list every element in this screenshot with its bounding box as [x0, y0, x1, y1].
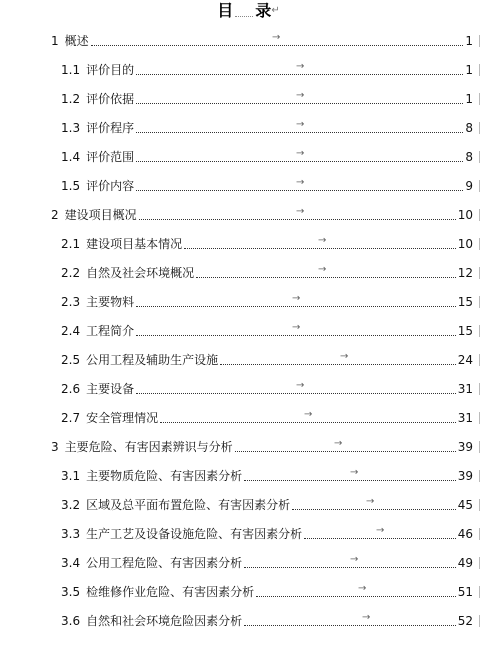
toc-entry[interactable] [0, 316, 497, 345]
margin-marker [479, 267, 480, 279]
toc-dot-leader [136, 392, 456, 394]
toc-entry[interactable] [0, 229, 497, 258]
toc-dot-leader [244, 624, 456, 626]
toc-entry-label: 主要物料 [86, 294, 135, 309]
toc-entry-page-number: 31 [457, 381, 473, 396]
toc-entry-label: 公用工程危险、有害因素分析 [86, 555, 243, 570]
toc-title [0, 0, 497, 24]
tab-mark-icon: → [296, 119, 305, 130]
toc-dot-leader [136, 160, 463, 162]
toc-entry-page-number: 46 [457, 526, 473, 541]
tab-mark-icon: → [296, 148, 305, 159]
toc-dot-leader [160, 421, 456, 423]
tab-mark-icon: → [376, 525, 385, 536]
margin-marker [479, 499, 480, 511]
toc-entry-page-number: 10 [457, 207, 473, 222]
margin-marker [479, 238, 480, 250]
tab-mark-icon: → [292, 293, 301, 304]
toc-dot-leader [304, 537, 456, 539]
tab-mark-icon: → [334, 438, 343, 449]
toc-entry[interactable] [0, 26, 497, 55]
toc-entry[interactable] [0, 490, 497, 519]
margin-marker [479, 412, 480, 424]
toc-entry-page-number: 8 [465, 149, 473, 164]
toc-entry-label: 主要危险、有害因素辨识与分析 [64, 439, 233, 454]
tab-mark-icon: → [340, 351, 349, 362]
toc-entry[interactable] [0, 287, 497, 316]
tab-mark-icon: → [318, 264, 327, 275]
margin-marker [479, 557, 480, 569]
margin-marker [479, 151, 480, 163]
tab-mark-icon: → [366, 496, 375, 507]
toc-entry-number: 1.3 [61, 120, 81, 135]
toc-entry-label: 评价内容 [86, 178, 135, 193]
toc-entry[interactable] [0, 113, 497, 142]
toc-entry-page-number: 15 [457, 294, 473, 309]
margin-marker [479, 93, 480, 105]
toc-entry-number: 2.4 [61, 323, 81, 338]
toc-entry-label: 生产工艺及设备设施危险、有害因素分析 [86, 526, 303, 541]
toc-entry-label: 公用工程及辅助生产设施 [86, 352, 219, 367]
toc-dot-leader [139, 218, 456, 220]
toc-dot-leader [292, 508, 456, 510]
toc-entry-label: 建设项目基本情况 [86, 236, 183, 251]
tab-mark-icon: → [272, 32, 281, 43]
toc-entry-page-number: 1 [465, 33, 473, 48]
toc-title-right: 录 [255, 1, 272, 20]
margin-marker [479, 209, 480, 221]
toc-entry-page-number: 39 [457, 439, 473, 454]
toc-entry-number: 3.3 [61, 526, 81, 541]
toc-entry-number: 1 [51, 33, 59, 48]
toc-entry-label: 工程简介 [86, 323, 135, 338]
toc-title-left: 目 [217, 1, 234, 20]
toc-entry[interactable] [0, 200, 497, 229]
toc-entry-number: 2.6 [61, 381, 81, 396]
tab-mark-icon: → [358, 583, 367, 594]
toc-entry[interactable] [0, 403, 497, 432]
toc-entry-page-number: 31 [457, 410, 473, 425]
toc-entry[interactable] [0, 548, 497, 577]
toc-entry-label: 评价范围 [86, 149, 135, 164]
toc-entry[interactable] [0, 577, 497, 606]
margin-marker [479, 325, 480, 337]
toc-dot-leader [220, 363, 456, 365]
tab-mark-icon: → [304, 409, 313, 420]
table-of-contents [0, 26, 497, 635]
title-spacing-mark [235, 6, 253, 17]
tab-mark-icon: → [350, 554, 359, 565]
toc-entry-label: 评价程序 [86, 120, 135, 135]
toc-dot-leader [244, 566, 456, 568]
toc-entry-number: 3 [51, 439, 59, 454]
margin-marker [479, 586, 480, 598]
margin-marker [479, 122, 480, 134]
toc-dot-leader [136, 189, 463, 191]
toc-entry-page-number: 15 [457, 323, 473, 338]
toc-entry[interactable] [0, 606, 497, 635]
toc-entry-label: 自然及社会环境概况 [86, 265, 195, 280]
toc-entry[interactable] [0, 142, 497, 171]
toc-entry-number: 3.1 [61, 468, 81, 483]
margin-marker [479, 64, 480, 76]
margin-marker [479, 383, 480, 395]
toc-entry-page-number: 39 [457, 468, 473, 483]
toc-entry[interactable] [0, 55, 497, 84]
toc-entry-number: 2.7 [61, 410, 81, 425]
toc-entry[interactable] [0, 519, 497, 548]
toc-entry-page-number: 49 [457, 555, 473, 570]
toc-entry-number: 2 [51, 207, 59, 222]
toc-entry-number: 2.5 [61, 352, 81, 367]
toc-entry-label: 概述 [64, 33, 89, 48]
toc-entry[interactable] [0, 432, 497, 461]
tab-mark-icon: → [296, 206, 305, 217]
toc-entry-page-number: 52 [457, 613, 473, 628]
toc-entry[interactable] [0, 345, 497, 374]
tab-mark-icon: → [296, 380, 305, 391]
toc-entry-number: 3.2 [61, 497, 81, 512]
toc-entry-page-number: 1 [465, 62, 473, 77]
paragraph-mark-icon: ↵ [271, 5, 280, 16]
toc-dot-leader [244, 479, 456, 481]
margin-marker [479, 296, 480, 308]
toc-dot-leader [184, 247, 456, 249]
toc-entry-page-number: 1 [465, 91, 473, 106]
toc-dot-leader [256, 595, 456, 597]
toc-entry-number: 3.6 [61, 613, 81, 628]
toc-entry-page-number: 8 [465, 120, 473, 135]
margin-marker [479, 180, 480, 192]
tab-mark-icon: → [296, 61, 305, 72]
margin-marker [479, 615, 480, 627]
toc-entry-label: 主要物质危险、有害因素分析 [86, 468, 243, 483]
toc-entry-number: 1.1 [61, 62, 81, 77]
toc-dot-leader [136, 305, 456, 307]
toc-dot-leader [136, 102, 463, 104]
margin-marker [479, 35, 480, 47]
toc-dot-leader [136, 73, 463, 75]
margin-marker [479, 354, 480, 366]
tab-mark-icon: → [296, 177, 305, 188]
toc-dot-leader [136, 131, 463, 133]
toc-entry-number: 2.3 [61, 294, 81, 309]
toc-entry-page-number: 9 [465, 178, 473, 193]
toc-entry-page-number: 24 [457, 352, 473, 367]
toc-dot-leader [91, 44, 464, 46]
toc-entry-page-number: 12 [457, 265, 473, 280]
toc-entry[interactable] [0, 258, 497, 287]
margin-marker [479, 441, 480, 453]
toc-entry-number: 1.2 [61, 91, 81, 106]
toc-entry-number: 1.5 [61, 178, 81, 193]
toc-entry-label: 主要设备 [86, 381, 135, 396]
tab-mark-icon: → [292, 322, 301, 333]
toc-entry[interactable] [0, 461, 497, 490]
toc-entry-label: 自然和社会环境危险因素分析 [86, 613, 243, 628]
toc-entry-label: 评价依据 [86, 91, 135, 106]
toc-entry[interactable] [0, 171, 497, 200]
toc-entry-number: 2.2 [61, 265, 81, 280]
toc-entry-number: 3.4 [61, 555, 81, 570]
toc-entry-page-number: 51 [457, 584, 473, 599]
tab-mark-icon: → [362, 612, 371, 623]
toc-entry-label: 建设项目概况 [64, 207, 137, 222]
toc-entry-number: 3.5 [61, 584, 81, 599]
margin-marker [479, 470, 480, 482]
toc-entry-number: 2.1 [61, 236, 81, 251]
tab-mark-icon: → [296, 90, 305, 101]
toc-entry[interactable] [0, 84, 497, 113]
toc-entry-label: 检维修作业危险、有害因素分析 [86, 584, 255, 599]
margin-marker [479, 528, 480, 540]
toc-entry-number: 1.4 [61, 149, 81, 164]
toc-entry[interactable] [0, 374, 497, 403]
toc-dot-leader [136, 334, 456, 336]
tab-mark-icon: → [318, 235, 327, 246]
toc-entry-label: 评价目的 [86, 62, 135, 77]
toc-entry-page-number: 45 [457, 497, 473, 512]
toc-entry-label: 区域及总平面布置危险、有害因素分析 [86, 497, 291, 512]
toc-dot-leader [235, 450, 456, 452]
toc-dot-leader [196, 276, 456, 278]
tab-mark-icon: → [350, 467, 359, 478]
toc-entry-label: 安全管理情况 [86, 410, 159, 425]
toc-entry-page-number: 10 [457, 236, 473, 251]
